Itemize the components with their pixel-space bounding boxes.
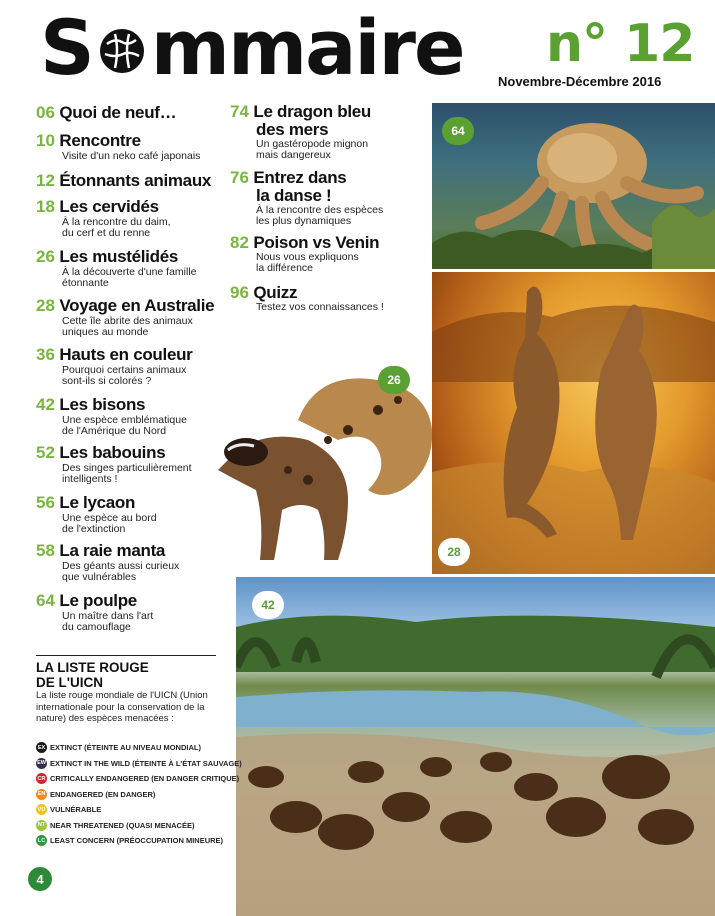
uicn-status-row <box>36 789 155 800</box>
status-label: LEAST CONCERN (PRÉOCCUPATION MINEURE) <box>50 836 224 845</box>
toc-entry-description: de l'extinction <box>62 523 126 535</box>
title-suffix: mmaire <box>150 3 464 92</box>
toc-entry-description: que vulnérables <box>62 571 137 583</box>
toc-page-number: 42 <box>36 395 55 414</box>
toc-entry-heading <box>36 247 197 267</box>
toc-entry-title: des mers <box>256 120 329 139</box>
toc-entry-heading <box>256 121 371 139</box>
status-label: ENDANGERED (EN DANGER) <box>50 789 156 799</box>
toc-entry <box>36 296 214 338</box>
toc-entry <box>36 131 200 162</box>
status-dot-icon: EX <box>36 742 47 753</box>
toc-entry-heading <box>230 169 383 187</box>
toc-entry-title: Quizz <box>253 283 298 302</box>
toc-entry-title: Les mustélidés <box>59 247 179 266</box>
octopus-photo <box>432 103 715 269</box>
magazine-title <box>40 3 464 92</box>
toc-entry-title: Les bisons <box>59 395 146 414</box>
status-label: EXTINCT IN THE WILD (ÉTEINTE À L'ÉTAT SAUVAGE) <box>50 758 242 768</box>
toc-page-number: 18 <box>36 197 55 216</box>
title-prefix: S <box>40 3 93 92</box>
toc-page-number: 12 <box>36 171 55 190</box>
toc-page-number: 36 <box>36 345 55 364</box>
toc-entry <box>36 591 153 633</box>
toc-entry-heading <box>36 131 200 151</box>
toc-entry-heading <box>230 234 379 252</box>
toc-entry-description: Une espèce emblématique <box>62 414 187 426</box>
toc-entry-heading <box>36 443 192 463</box>
toc-page-number: 76 <box>230 168 249 187</box>
toc-entry-description: Des singes particulièrement <box>62 462 192 474</box>
toc-entry-title: Les babouins <box>59 443 166 462</box>
toc-entry <box>36 395 187 437</box>
toc-entry <box>36 171 211 191</box>
globe-icon <box>93 10 151 86</box>
status-label: VULNÉRABLE <box>50 805 102 814</box>
toc-entry-description: À la découverte d'une famille <box>62 266 197 278</box>
toc-entry <box>230 103 371 161</box>
toc-entry-title: Voyage en Australie <box>59 296 215 315</box>
toc-entry-description: étonnante <box>62 277 109 289</box>
page-badge-octopus: 64 <box>442 117 474 145</box>
toc-entry-title: Le lycaon <box>59 493 136 512</box>
toc-entry <box>230 169 383 227</box>
kangaroo-photo <box>432 272 715 574</box>
toc-entry-heading <box>36 197 171 217</box>
toc-entry-description: les plus dynamiques <box>256 215 352 227</box>
toc-entry-description: la différence <box>256 262 314 274</box>
bison-photo <box>236 577 715 916</box>
toc-entry <box>36 247 197 289</box>
status-dot-icon: CR <box>36 773 47 784</box>
toc-entry-description: Une espèce au bord <box>62 512 157 524</box>
toc-entry <box>36 443 192 485</box>
issue-number: n° 12 <box>546 14 695 74</box>
toc-entry-title: Le poulpe <box>59 591 137 610</box>
status-dot-icon: EN <box>36 789 47 800</box>
toc-entry-heading <box>36 296 214 316</box>
toc-entry <box>36 541 179 583</box>
toc-entry-description: du camouflage <box>62 621 131 633</box>
toc-page-number: 82 <box>230 233 249 252</box>
toc-entry-title: la danse ! <box>256 186 332 205</box>
toc-entry-title: Le dragon bleu <box>253 102 372 121</box>
toc-page-number: 56 <box>36 493 55 512</box>
uicn-status-row <box>36 773 239 784</box>
toc-entry-title: Quoi de neuf… <box>59 103 177 122</box>
mustelid-photo <box>218 360 432 570</box>
toc-entry-description: uniques au monde <box>62 326 149 338</box>
toc-entry-description: Des géants aussi curieux <box>62 560 180 572</box>
toc-entry-title: Entrez dans <box>253 168 347 187</box>
toc-entry-description: sont-ils si colorés ? <box>62 375 152 387</box>
status-dot-icon: LC <box>36 835 47 846</box>
toc-entry-heading <box>36 171 211 191</box>
uicn-description: La liste rouge mondiale de l'UICN (Union internationale pour la conservation de la nature) des espèces menacées : <box>36 690 208 724</box>
toc-entry-title: Poison vs Venin <box>253 233 380 252</box>
toc-entry-description: Un maître dans l'art <box>62 610 154 622</box>
issue-date: Novembre-Décembre 2016 <box>498 74 662 89</box>
toc-page-number: 26 <box>36 247 55 266</box>
toc-entry-heading <box>36 591 153 611</box>
toc-page-number: 64 <box>36 591 55 610</box>
uicn-divider <box>36 655 216 656</box>
page-badge-bison: 42 <box>252 591 284 619</box>
toc-entry-description: intelligents ! <box>62 473 118 485</box>
toc-page-number: 74 <box>230 102 249 121</box>
toc-entry-heading <box>230 284 384 302</box>
uicn-status-row <box>36 835 223 846</box>
toc-page-number: 58 <box>36 541 55 560</box>
toc-entry-heading <box>36 493 157 513</box>
uicn-status-row <box>36 820 194 831</box>
toc-entry <box>230 284 384 313</box>
toc-entry-description: de l'Amérique du Nord <box>62 425 167 437</box>
status-dot-icon: VU <box>36 804 47 815</box>
toc-entry <box>230 234 379 274</box>
uicn-title-line-2: DE L'UICN <box>36 675 103 690</box>
toc-entry-description: mais dangereux <box>256 149 331 161</box>
uicn-status-row <box>36 804 101 815</box>
page-badge-kangaroo: 28 <box>438 538 470 566</box>
toc-entry-description: À la rencontre des espèces <box>256 204 384 216</box>
toc-entry-title: Rencontre <box>59 131 141 150</box>
toc-page-number: 52 <box>36 443 55 462</box>
toc-entry-heading <box>230 103 371 121</box>
uicn-title <box>36 660 149 690</box>
toc-entry-description: Visite d'un neko café japonais <box>62 150 201 162</box>
status-label: NEAR THREATENED (QUASI MENACÉE) <box>50 820 195 830</box>
toc-entry-heading <box>36 541 179 561</box>
toc-entry-description: Pourquoi certains animaux <box>62 364 187 376</box>
toc-entry-heading <box>36 345 193 365</box>
page-badge-mustelid: 26 <box>378 366 410 394</box>
status-label: CRITICALLY ENDANGERED (EN DANGER CRITIQUE) <box>50 774 240 783</box>
toc-entry <box>36 103 176 123</box>
uicn-title-line-1: LA LISTE ROUGE <box>36 660 149 675</box>
toc-entry-title: Étonnants animaux <box>59 171 212 190</box>
toc-page-number: 10 <box>36 131 55 150</box>
toc-entry <box>36 197 171 239</box>
toc-entry-title: Les cervidés <box>59 197 159 216</box>
page-number: 4 <box>28 867 52 891</box>
toc-entry-heading <box>36 395 187 415</box>
toc-entry-heading <box>256 187 383 205</box>
status-dot-icon: EW <box>36 758 47 769</box>
toc-entry-title: Hauts en couleur <box>59 345 193 364</box>
status-dot-icon: NT <box>36 820 47 831</box>
toc-entry <box>36 345 193 387</box>
toc-page-number: 28 <box>36 296 55 315</box>
toc-entry-description: Un gastéropode mignon <box>256 138 369 150</box>
status-label: EXTINCT (ÉTEINTE AU NIVEAU MONDIAL) <box>50 743 201 752</box>
uicn-status-row <box>36 758 242 769</box>
toc-page-number: 06 <box>36 103 55 122</box>
toc-entry-description: Cette île abrite des animaux <box>62 315 193 327</box>
toc-entry-title: La raie manta <box>59 541 166 560</box>
toc-page-number: 96 <box>230 283 249 302</box>
toc-entry-description: À la rencontre du daim, <box>62 216 171 228</box>
toc-entry <box>36 493 157 535</box>
uicn-status-row <box>36 742 201 753</box>
toc-entry-description: Testez vos connaissances ! <box>256 301 384 313</box>
toc-entry-description: Nous vous expliquons <box>256 251 359 263</box>
toc-entry-description: du cerf et du renne <box>62 227 151 239</box>
toc-entry-heading <box>36 103 176 123</box>
